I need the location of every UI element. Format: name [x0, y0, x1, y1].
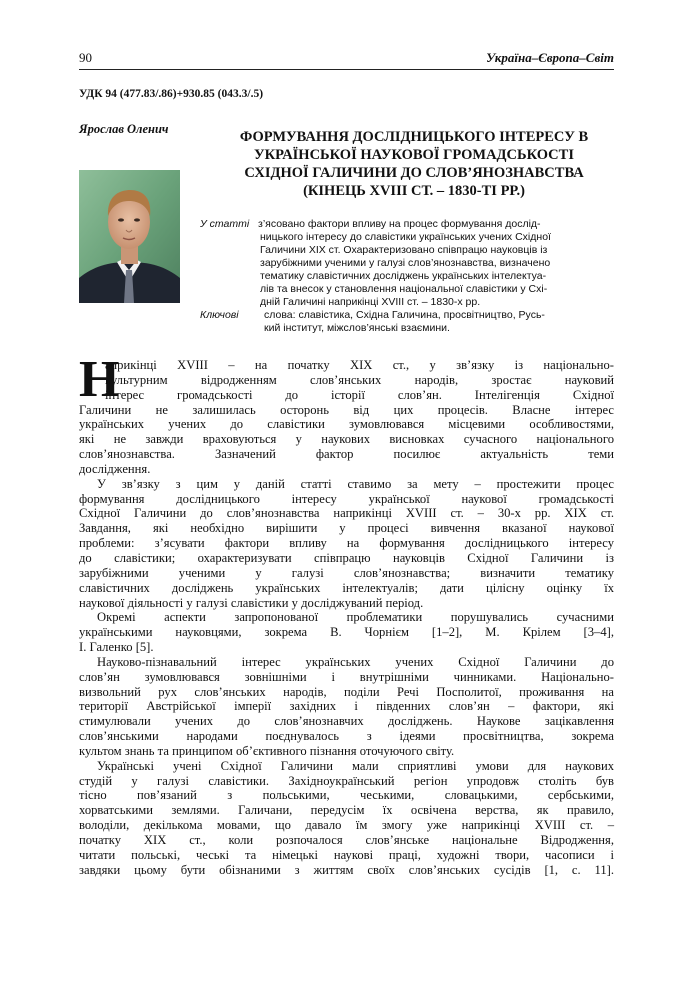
body-line: Галичини не залишилась осторонь від цих процесів. Власне інтерес	[79, 402, 614, 417]
udk-code: УДК 94 (477.83/.86)+930.85 (043.3/.5)	[79, 88, 264, 100]
body-line: Науково-пізнавальний інтерес українських учених Східної Галичини до	[97, 654, 614, 669]
abstract-text: ницького інтересу до славістики українських учених Східної	[260, 231, 551, 243]
abstract-line	[200, 231, 618, 244]
abstract-line	[200, 296, 618, 309]
body-line: Завдання, які необхідно вирішити у процесі вивчення вказаної наукової	[79, 521, 614, 536]
header-rule	[79, 69, 614, 70]
abstract-line	[200, 218, 618, 231]
abstract-line	[200, 270, 618, 283]
body-line: Окремі аспекти запропонованої проблематики порушувались сучасними	[97, 610, 614, 625]
body-line: априкінці XVIII – на початку XIX ст., у зв’язку із національно-	[105, 358, 614, 372]
drop-cap: Н	[79, 351, 120, 408]
keywords-label: Ключові	[200, 309, 239, 321]
body-line: визвольний рух слов’янських народів, поділи Речі Посполитої, проживання на	[79, 684, 614, 699]
abstract-text: з’ясовано фактори впливу на процес формування дослід-	[258, 218, 541, 230]
body-line: українськими науковцями, зокрема В. Чорнієм [1–2], М. Крілем [3–4],	[79, 625, 614, 640]
abstract	[200, 218, 618, 335]
body-line: наукової діяльності у галузі славістики у досліджуваний період.	[79, 595, 424, 610]
body-line: завдяки цьому бути обізнаними з життям своїх слов’янських сусідів [1, с. 11].	[79, 862, 614, 877]
keywords-line	[200, 322, 618, 335]
body-line: славістичних досліджень українських інтелектуалів; дати цілісну оцінку їх	[79, 580, 614, 595]
abstract-line	[200, 244, 618, 257]
abstract-text: лів та внесок у становлення національної славістики у Схі-	[260, 283, 548, 295]
article-body	[79, 351, 614, 878]
abstract-text: Галичини XIX ст. Охарактеризовано співпрацю науковців із	[260, 244, 548, 256]
body-line: слов’янознавства. Зазначений фактор посилює актуальність теми	[79, 447, 614, 462]
title-line: УКРАЇНСЬКОЇ НАУКОВОЇ ГРОМАДСЬКОСТІ	[254, 147, 574, 163]
title-line: (КІНЕЦЬ XVIII СТ. – 1830-ТІ РР.)	[303, 183, 525, 199]
body-line: У зв’язку з цим у даній статті ставимо за мету – простежити процес	[97, 476, 614, 491]
title-line: СХІДНОЇ ГАЛИЧИНИ ДО СЛОВ’ЯНОЗНАВСТВА	[244, 165, 584, 181]
body-line: Українські учені Східної Галичини мали сприятливі умови для наукових	[97, 758, 614, 773]
keywords-line	[200, 309, 618, 322]
body-line: інтерес громадськості до історії слов’ян. Інтелігенція Східної	[105, 387, 614, 402]
body-line: володіли, декількома мовами, що давало їм змогу уже наприкінці XVIII ст. –	[79, 818, 614, 833]
body-line: культом знань та принципом об’єктивного пізнання оточуючого світу.	[79, 743, 455, 758]
body-line: стимулювали учених до слов’янознавчих досліджень. Наукове зацікавлення	[79, 714, 614, 729]
body-line: Східної Галичини до слов’янознавства наприкінці XVIII ст. – 30-х рр. XIX ст.	[79, 506, 614, 521]
body-line: формування дослідницького інтересу української наукової громадськості	[79, 491, 614, 506]
body-line: слов’ян зумовлювався зовнішніми і внутрішніми чинниками. Національно-	[79, 669, 614, 684]
abstract-text: дній Галичині наприкінці XVIII ст. – 1830-х рр.	[260, 296, 481, 308]
body-line: до славістики; охарактеризувати співпрацю науковців Східної Галичини із	[79, 550, 614, 565]
page-number: 90	[79, 50, 92, 65]
body-line: початку XIX ст., коли розпочалося слов’янське національне Відродження,	[79, 833, 614, 847]
running-header	[79, 50, 614, 70]
body-line: читати польські, чеські та німецькі наукові праці, художні твори, часописи і	[79, 847, 614, 862]
abstract-line	[200, 257, 618, 270]
abstract-text: тематику славістичних досліджень українських інтелектуа-	[260, 270, 547, 282]
article-title	[210, 128, 618, 200]
body-line: тісно пов’язаний з польськими, чеськими, словацькими, сербськими,	[79, 788, 614, 803]
author-photo	[79, 170, 180, 303]
keywords-text: кий інститут, міжслов’янські взаємини.	[264, 322, 450, 334]
body-line: студій у галузі славістики. Західноукраїнський регіон упродовж століть був	[79, 773, 614, 788]
journal-title: Україна–Європа–Світ	[486, 50, 614, 65]
keywords-text: слова: славістика, Східна Галичина, просвітництво, Русь-	[264, 309, 545, 321]
body-line: хорватськими землями. Галичани, передусім їх освічена верства, як правило,	[79, 803, 614, 818]
abstract-label: У статті	[200, 218, 250, 230]
body-line: території Австрійської імперії західних і південних слов’ян – фактори, які	[79, 699, 614, 714]
body-line: зарубіжними ученими у галузі слов’янознавства; визначити тематику	[79, 565, 614, 580]
body-line: культурним відродженням слов’янських народів, зростає науковий	[105, 372, 614, 387]
body-line: дослідження.	[79, 461, 151, 476]
body-line: слов’янськими народами поєднувалось з ідеями просвітництва, зокрема	[79, 729, 614, 744]
author-name: Ярослав Оленич	[79, 122, 169, 136]
title-line: ФОРМУВАННЯ ДОСЛІДНИЦЬКОГО ІНТЕРЕСУ В	[239, 129, 589, 145]
body-line: які не завжди враховуються у наукових висновках сучасного національного	[79, 432, 614, 447]
abstract-text: зарубіжними ученими у галузі слов’янознавства, визначено	[260, 257, 551, 269]
body-line: українських учених до славістики зумовлювався місцевими особливостями,	[79, 417, 614, 432]
body-line: І. Галенко [5].	[79, 640, 154, 655]
abstract-line	[200, 283, 618, 296]
body-line: проблеми: з’ясувати фактори впливу на формування дослідницького інтересу	[79, 536, 614, 551]
